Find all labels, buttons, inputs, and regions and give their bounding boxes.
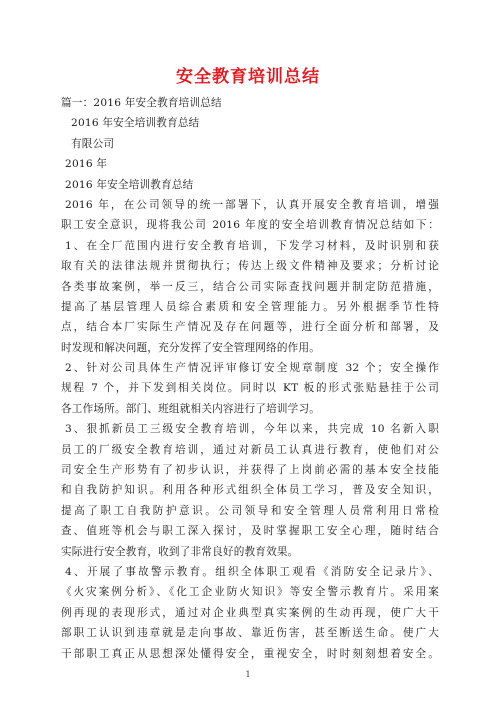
paragraph-line: 3、狠抓新员工三级安全教育培训，今年以来，共完成 10 名新入职 bbox=[65, 423, 439, 436]
year-line: 2016 年 bbox=[65, 158, 108, 171]
paragraph-line: 规程 7 个，并下发到相关岗位。同时以 KT 板的形式张贴悬挂于公司 bbox=[61, 382, 439, 395]
paragraph-line: 2016 年，在公司领导的统一部署下，认真开展安全教育培训，增强 bbox=[65, 198, 439, 211]
paragraph-line: 4、开展了事故警示教育。组织全体职工观看《消防安全记录片》、 bbox=[65, 565, 439, 578]
page-number: 1 bbox=[245, 670, 251, 679]
subtitle-line: 2016 年安全培训教育总结 bbox=[71, 117, 200, 130]
paragraph-line: 司安全生产形势有了初步认识，并获得了上岗前必需的基本安全技能 bbox=[61, 464, 439, 477]
document-body bbox=[61, 93, 439, 664]
paragraph-line: 员工的厂级安全教育培训，通过对新员工认真进行教育，使他们对公 bbox=[61, 443, 439, 456]
paragraph-line: 时发现和解决问题，充分发挥了安全管理网络的作用。 bbox=[61, 341, 321, 354]
document-title: 安全教育培训总结 bbox=[176, 67, 320, 87]
paragraph-line: 各工作场所。部门、班组就相关内容进行了培训学习。 bbox=[61, 402, 321, 415]
report-title-line: 2016 年安全培训教育总结 bbox=[65, 178, 194, 191]
paragraph-line: 干部职工真正从思想深处懂得安全，重视安全，时时刻刻想着安全。 bbox=[61, 647, 439, 660]
paragraph-line: 部职工认识到违章就是走向事故、靠近伤害，甚至断送生命。使广大 bbox=[61, 627, 439, 640]
paragraph-line: 2、针对公司具体生产情况评审修订安全规章制度 32 个；安全操作 bbox=[65, 362, 439, 375]
paragraph-line: 1、在全厂范围内进行安全教育培训，下发学习材料，及时识别和获 bbox=[65, 239, 439, 252]
paragraph-line: 提高了基层管理人员综合素质和安全管理能力。另外根据季节性特 bbox=[61, 300, 439, 313]
paragraph-line: 《火灾案例分析》、《化工企业防火知识》等安全警示教育片。采用案 bbox=[61, 586, 439, 599]
company-line: 有限公司 bbox=[71, 137, 115, 150]
paragraph-line: 各类事故案例，举一反三，结合公司实际查找问题并制定防范措施， bbox=[61, 280, 439, 293]
paragraph-line: 实际进行安全教育，收到了非常良好的教育效果。 bbox=[61, 545, 299, 558]
paragraph-line: 点，结合本厂实际生产情况及存在问题等，进行全面分析和部署，及 bbox=[61, 321, 439, 334]
section-heading: 篇一：2016 年安全教育培训总结 bbox=[61, 97, 222, 109]
paragraph-line: 取有关的法律法规并贯彻执行；传达上级文件精神及要求；分析讨论 bbox=[61, 260, 439, 273]
paragraph-line: 提高了职工自我防护意识。公司领导和安全管理人员常利用日常检 bbox=[61, 504, 439, 517]
paragraph-line: 职工安全意识，现将我公司 2016 年度的安全培训教育情况总结如下： bbox=[61, 219, 439, 232]
paragraph-line: 例再现的表现形式，通过对企业典型真实案例的生动再现，使广大干 bbox=[61, 606, 439, 619]
paragraph-line: 和自我防护知识。利用各种形式组织全体员工学习，普及安全知识， bbox=[61, 484, 439, 497]
paragraph-line: 查、值班等机会与职工深入探讨，及时掌握职工安全心理，随时结合 bbox=[61, 525, 439, 538]
